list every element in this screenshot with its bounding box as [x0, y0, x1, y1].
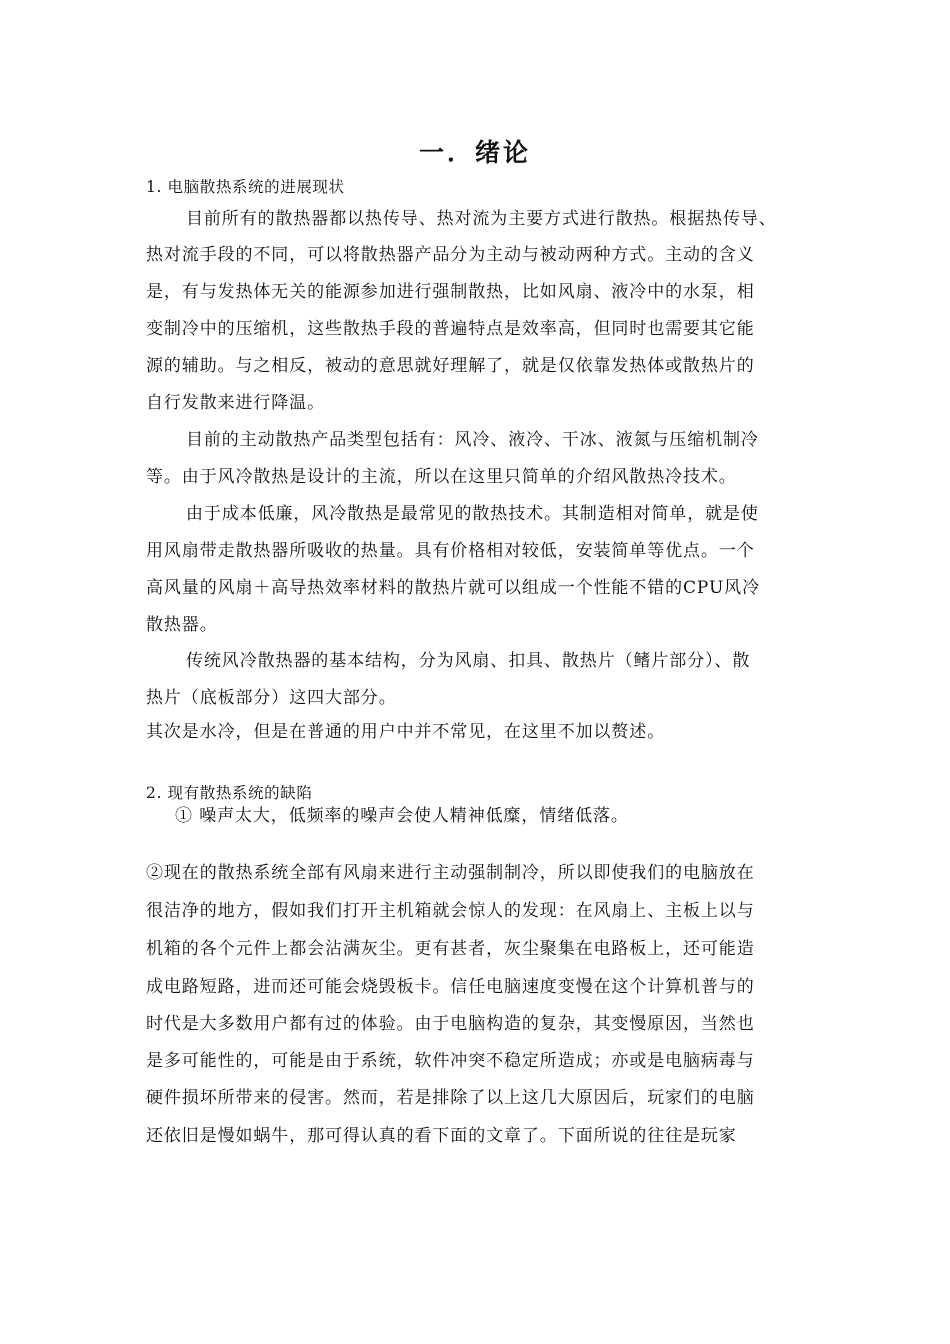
paragraph-line: 热片（底板部分）这四大部分。 — [146, 688, 397, 708]
paragraph-line: 等。由于风冷散热是设计的主流，所以在这里只简单的介绍风散热冷技术。 — [146, 467, 737, 487]
paragraph-line: 高风量的风扇＋高导热效率材料的散热片就可以组成一个性能不错的CPU风冷 — [146, 578, 760, 598]
paragraph-line: 自行发散来进行降温。 — [146, 393, 325, 413]
list-item: ① 噪声太大，低频率的噪声会使人精神低糜，情绪低落。 — [175, 806, 629, 826]
paragraph-line: 目前的主动散热产品类型包括有：风冷、液冷、干冰、液氮与压缩机制冷 — [186, 430, 759, 450]
paragraph-line: 是多可能性的，可能是由于系统，软件冲突不稳定所造成；亦或是电脑病毒与 — [146, 1051, 755, 1071]
paragraph-line: 散热器。 — [146, 615, 218, 635]
paragraph-line: 热对流手段的不同，可以将散热器产品分为主动与被动两种方式。主动的含义 — [146, 245, 755, 265]
paragraph-line: 传统风冷散热器的基本结构，分为风扇、扣具、散热片（鳍片部分）、散 — [186, 651, 751, 671]
paragraph-line: 硬件损坏所带来的侵害。然而，若是排除了以上这几大原因后，玩家们的电脑 — [146, 1088, 755, 1108]
section-2-heading: 2. 现有散热系统的缺陷 — [146, 784, 313, 802]
section-1-heading: 1. 电脑散热系统的进展现状 — [146, 178, 345, 196]
paragraph-line: 是，有与发热体无关的能源参加进行强制散热，比如风扇、液冷中的水泵，相 — [146, 282, 755, 302]
paragraph-line: 变制冷中的压缩机，这些散热手段的普遍特点是效率高，但同时也需要其它能 — [146, 319, 755, 339]
paragraph-line: 用风扇带走散热器所吸收的热量。具有价格相对较低，安装简单等优点。一个 — [146, 541, 755, 561]
paragraph-line: 由于成本低廉，风冷散热是最常见的散热技术。其制造相对简单，就是使 — [186, 504, 759, 524]
chapter-title: 一．绪论 — [418, 138, 531, 167]
paragraph-line: 时代是大多数用户都有过的体验。由于电脑构造的复杂，其变慢原因，当然也 — [146, 1014, 755, 1034]
paragraph-line: 目前所有的散热器都以热传导、热对流为主要方式进行散热。根据热传导、 — [186, 209, 777, 229]
paragraph-line: 很洁净的地方，假如我们打开主机箱就会惊人的发现：在风扇上、主板上以与 — [146, 901, 755, 921]
paragraph-line: 还依旧是慢如蜗牛，那可得认真的看下面的文章了。下面所说的往往是玩家 — [146, 1126, 737, 1146]
paragraph-line: 机箱的各个元件上都会沾满灰尘。更有甚者，灰尘聚集在电路板上，还可能造 — [146, 939, 755, 959]
paragraph-line: 成电路短路，进而还可能会烧毁板卡。信任电脑速度变慢在这个计算机普与的 — [146, 977, 755, 997]
paragraph-line: 其次是水冷，但是在普通的用户中并不常见，在这里不加以赘述。 — [146, 722, 666, 742]
paragraph-line: 源的辅助。与之相反，被动的意思就好理解了，就是仅依靠发热体或散热片的 — [146, 356, 755, 376]
paragraph-line: ②现在的散热系统全部有风扇来进行主动强制制冷，所以即使我们的电脑放在 — [146, 863, 755, 883]
